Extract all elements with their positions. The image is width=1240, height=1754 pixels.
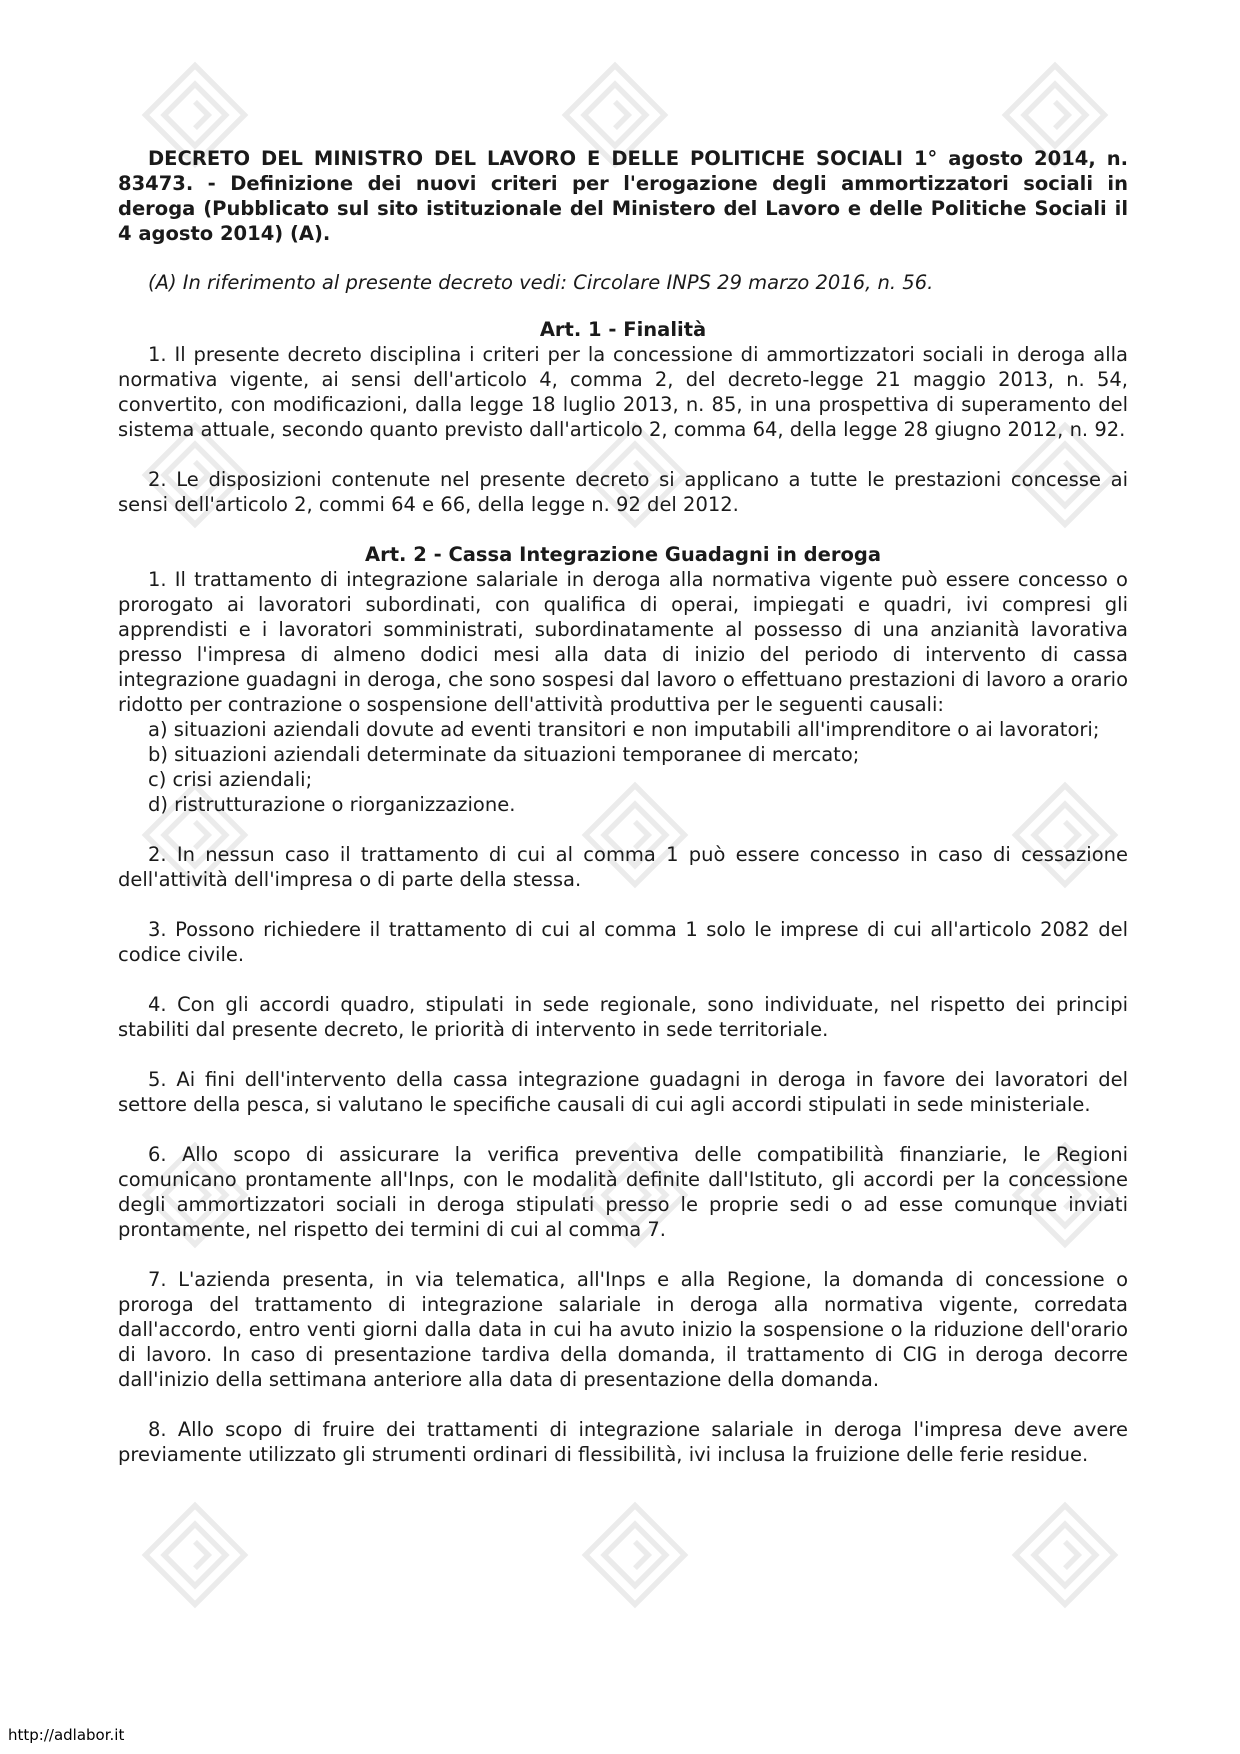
article-1-heading: Art. 1 - Finalità <box>539 318 707 341</box>
article-2-paragraph-8: 8. Allo scopo di fruire dei trattamenti di integrazione salariale in deroga l'impresa deve avere previamente utilizzato gli strumenti ordinari di flessibilità, ivi inclusa la fruizione delle ferie residue. <box>118 1418 1128 1466</box>
list-item: b) situazioni aziendali determinate da situazioni temporanee di mercato; <box>148 743 860 766</box>
article-2-paragraph-4: 4. Con gli accordi quadro, stipulati in sede regionale, sono individuate, nel rispetto dei principi stabiliti dal presente decreto, le priorità di intervento in sede territoriale. <box>118 993 1128 1041</box>
footer-source-url[interactable]: http://adlabor.it <box>8 1726 125 1744</box>
list-item: c) crisi aziendali; <box>148 768 313 791</box>
article-2-paragraph-3: 3. Possono richiedere il trattamento di cui al comma 1 solo le imprese di cui all'articolo 2082 del codice civile. <box>118 918 1128 966</box>
adlabor-logo-watermark-icon <box>580 1500 690 1610</box>
document-note: (A) In riferimento al presente decreto vedi: Circolare INPS 29 marzo 2016, n. 56. <box>148 271 934 294</box>
article-2-paragraph-6: 6. Allo scopo di assicurare la verifica preventiva delle compatibilità finanziarie, le Regioni comunicano prontamente all'Inps, con le modalità definite dall'Istituto, gli accordi per la concessione degli ammortizzatori sociali in deroga stipulati presso le proprie sedi o ad esse comunque inviati prontamente, nel rispetto dei termini di cui al comma 7. <box>118 1143 1128 1241</box>
article-1-paragraph-1: 1. Il presente decreto disciplina i criteri per la concessione di ammortizzatori sociali in deroga alla normativa vigente, ai sensi dell'articolo 4, comma 2, del decreto-legge 21 maggio 2013, n. 54, convertito, con modificazioni, dalla legge 18 luglio 2013, n. 85, in una prospettiva di superamento del sistema attuale, secondo quanto previsto dall'articolo 2, comma 64, della legge 28 giugno 2012, n. 92. <box>118 343 1128 441</box>
article-2-paragraph-7: 7. L'azienda presenta, in via telematica, all'Inps e alla Regione, la domanda di concessione o proroga del trattamento di integrazione salariale in deroga alla normativa vigente, corredata dall'accordo, entro venti giorni dalla data in cui ha avuto inizio la sospensione o la riduzione dell'orario di lavoro. In caso di presentazione tardiva della domanda, il trattamento di CIG in deroga decorre dall'inizio della settimana anteriore alla data di presentazione della domanda. <box>118 1268 1128 1391</box>
list-item: a) situazioni aziendali dovute ad eventi transitori e non imputabili all'imprenditore o ai lavoratori; <box>148 718 1100 741</box>
list-item: d) ristrutturazione o riorganizzazione. <box>148 793 516 816</box>
adlabor-logo-watermark-icon <box>1010 1500 1120 1610</box>
article-2-paragraph-5: 5. Ai fini dell'intervento della cassa integrazione guadagni in deroga in favore dei lavoratori del settore della pesca, si valutano le specifiche causali di cui agli accordi stipulati in sede ministeriale. <box>118 1068 1128 1116</box>
document-title: DECRETO DEL MINISTRO DEL LAVORO E DELLE POLITICHE SOCIALI 1° agosto 2014, n. 83473. - Definizione dei nuovi criteri per l'erogazione degli ammortizzatori sociali in deroga (Pubblicato sul sito istituzionale del Ministero del Lavoro e delle Politiche Sociali il 4 agosto 2014) (A). <box>118 147 1128 245</box>
document-page <box>118 146 1128 1467</box>
article-2-paragraph-2: 2. In nessun caso il trattamento di cui al comma 1 può essere concesso in caso di cessazione dell'attività dell'impresa o di parte della stessa. <box>118 843 1128 891</box>
article-2-heading: Art. 2 - Cassa Integrazione Guadagni in deroga <box>365 543 881 566</box>
adlabor-logo-watermark-icon <box>140 1500 250 1610</box>
article-1-paragraph-2: 2. Le disposizioni contenute nel presente decreto si applicano a tutte le prestazioni concesse ai sensi dell'articolo 2, commi 64 e 66, della legge n. 92 del 2012. <box>118 468 1128 516</box>
article-2-paragraph-1: 1. Il trattamento di integrazione salariale in deroga alla normativa vigente può essere concesso o prorogato ai lavoratori subordinati, con qualifica di operai, impiegati e quadri, ivi compresi gli apprendisti e i lavoratori somministrati, subordinatamente al possesso di una anzianità lavorativa presso l'impresa di almeno dodici mesi alla data di inizio del periodo di intervento di cassa integrazione guadagni in deroga, che sono sospesi dal lavoro o effettuano prestazioni di lavoro a orario ridotto per contrazione o sospensione dell'attività produttiva per le seguenti causali: <box>118 568 1128 716</box>
